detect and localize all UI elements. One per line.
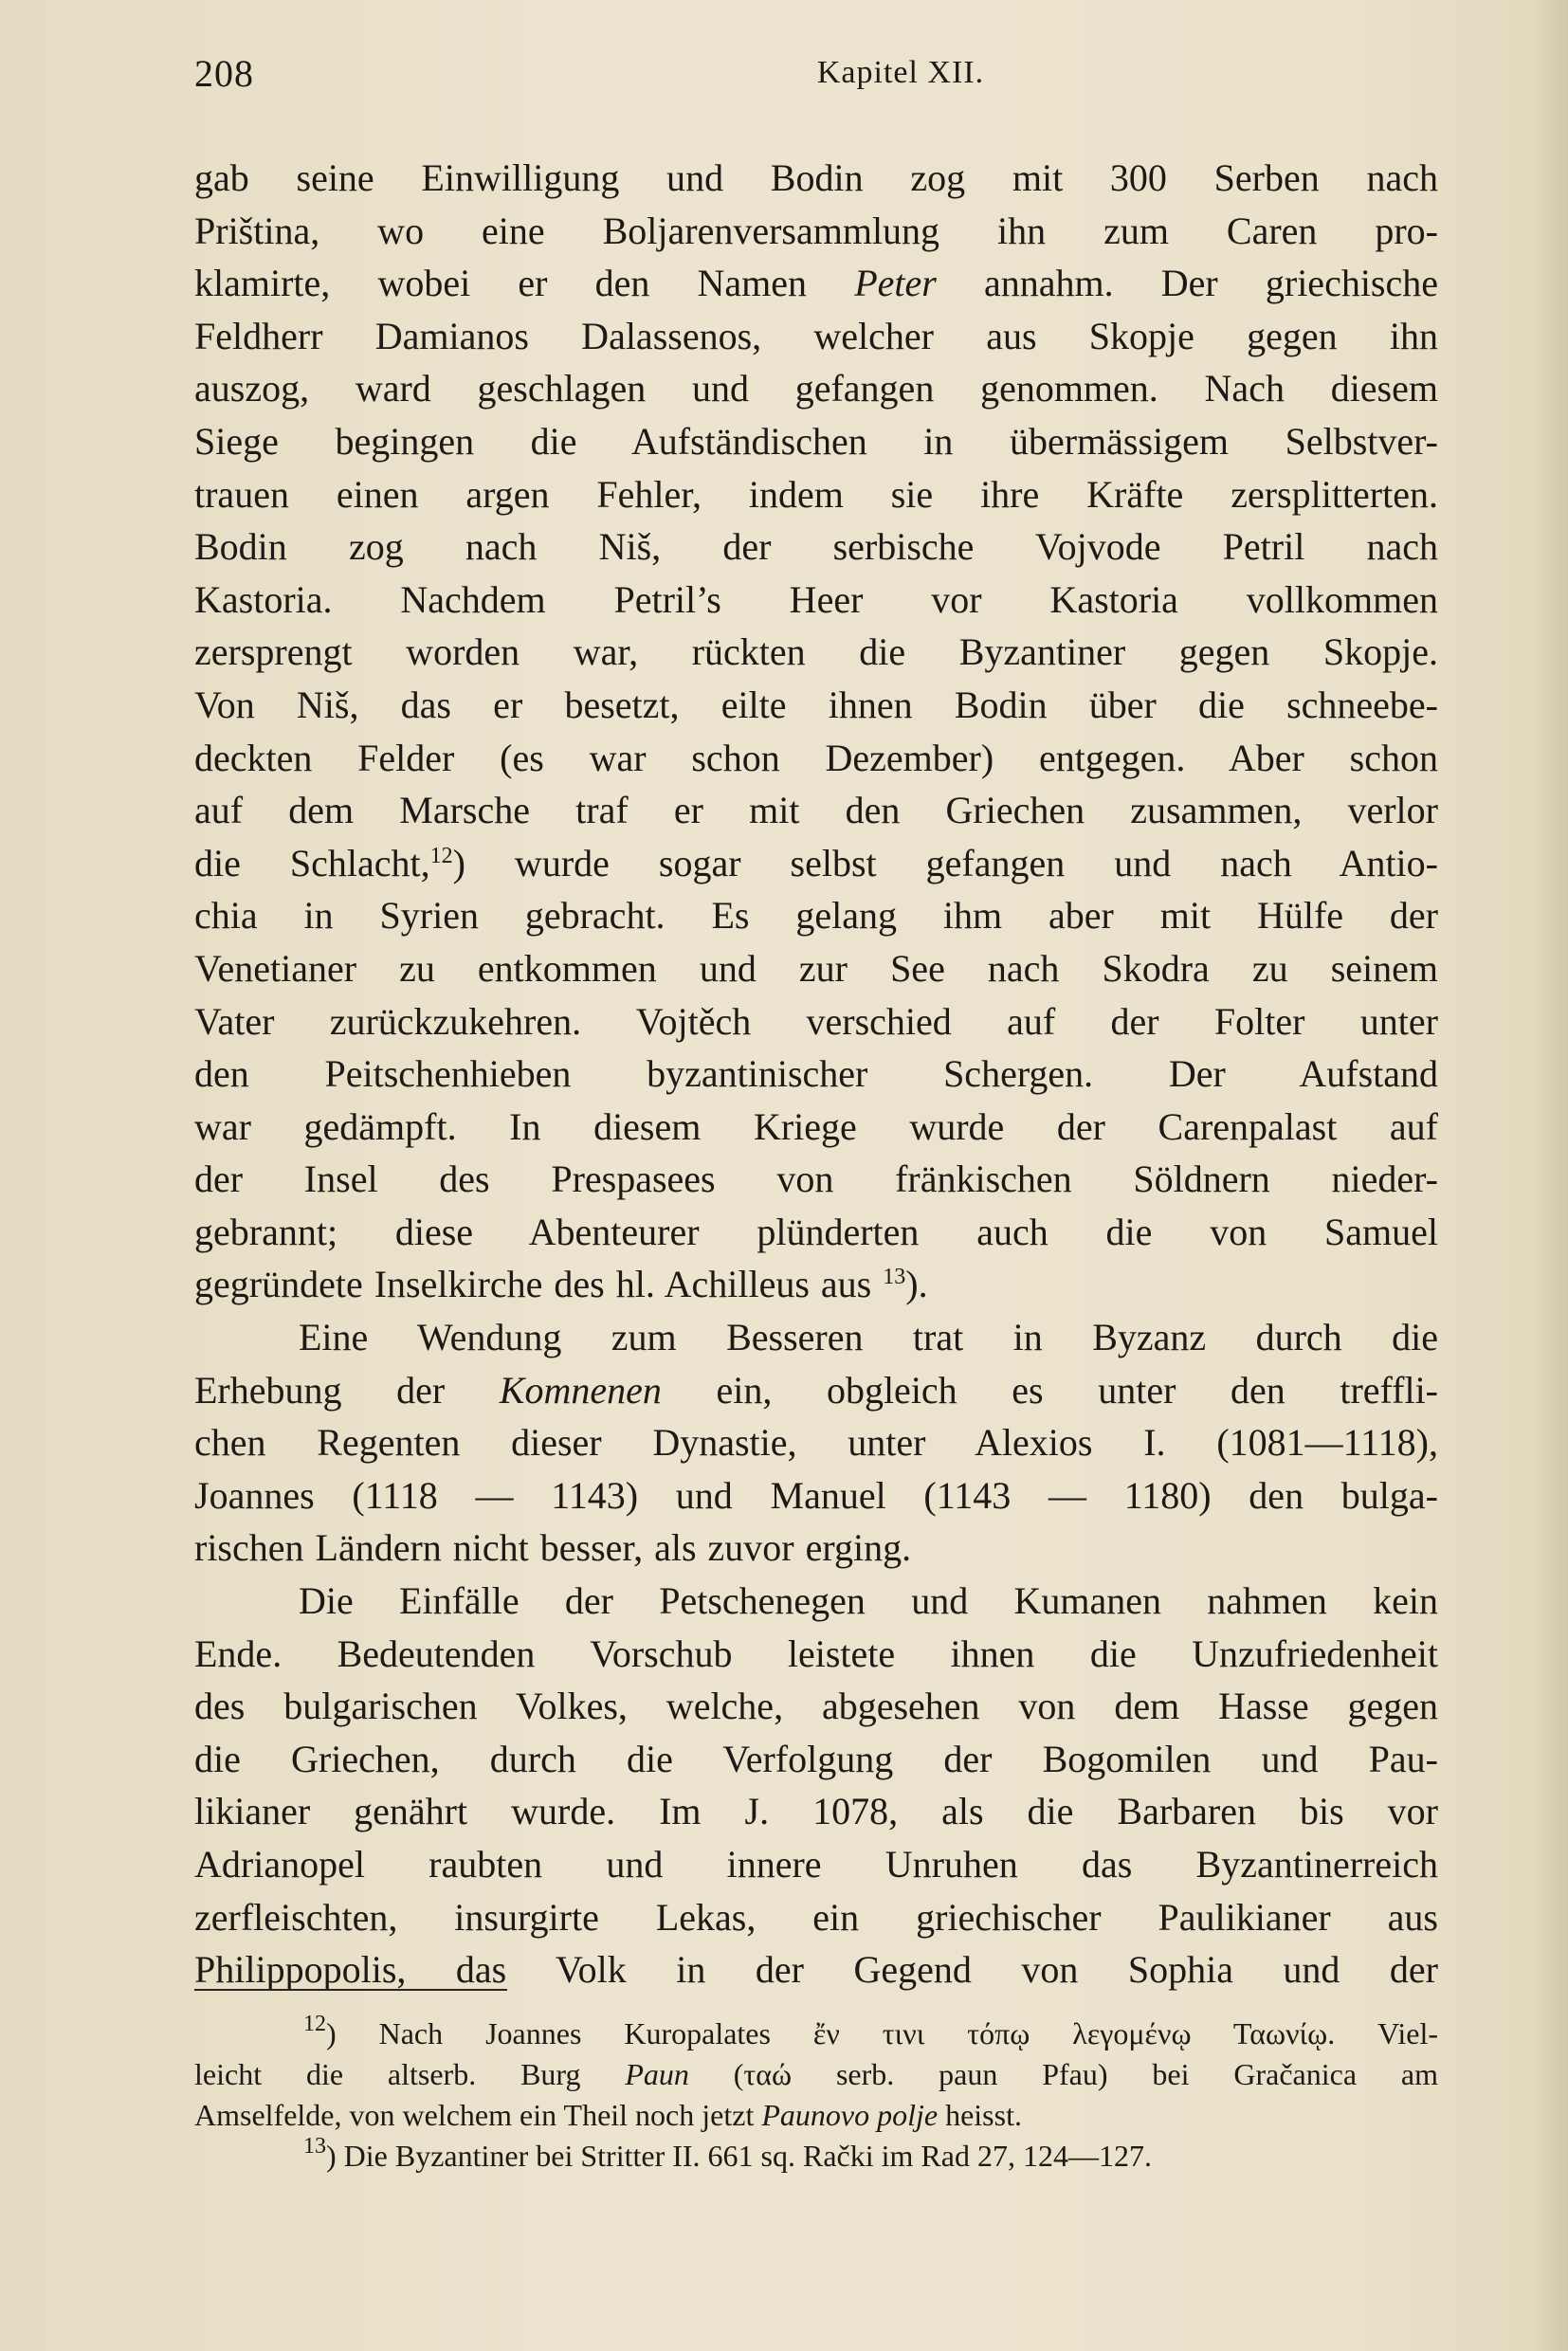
text-line: des bulgarischen Volkes, welche, abgesehen von dem Hasse gegen <box>194 1685 1438 1728</box>
text-line: deckten Felder (es war schon Dezember) entgegen. Aber schon <box>194 736 1438 779</box>
footnotes <box>194 2014 1438 2177</box>
text-line: Philippopolis, das Volk in der Gegend von Sophia und der <box>194 1948 1438 1992</box>
footnote-ref-13: 13 <box>883 1265 906 1290</box>
footnote-text: heisst. <box>938 2098 1022 2132</box>
text-line <box>194 257 1438 310</box>
page-edge-shadow <box>1530 0 1568 2351</box>
text-segment: ). <box>905 1263 928 1306</box>
footnote-12-line <box>194 2054 1438 2095</box>
text-line: gebrannt; diese Abenteurer plünderten auch die von Samuel <box>194 1210 1438 1253</box>
text-line <box>194 837 1438 890</box>
footnote-text: ) Nach Joannes Kuropalates ἔν τινι τόπῳ λεγομένῳ Ταωνίῳ. Viel- <box>326 2016 1438 2050</box>
text-line: war gedämpft. In diesem Kriege wurde der Carenpalast auf <box>194 1104 1438 1148</box>
text-line: Siege begingen die Aufständischen in übermässigem Selbstver- <box>194 419 1438 463</box>
text-segment: annahm. Der griechische <box>936 262 1439 305</box>
text-line: Bodin zog nach Niš, der serbische Vojvode Petril nach <box>194 525 1438 569</box>
text-segment: ein, obgleich es unter den treffli- <box>661 1368 1438 1412</box>
text-line: die Griechen, durch die Verfolgung der Bogomilen und Pau- <box>194 1737 1438 1780</box>
text-line: chia in Syrien gebracht. Es gelang ihm aber mit Hülfe der <box>194 894 1438 938</box>
text-line: auszog, ward geschlagen und gefangen genommen. Nach diesem <box>194 367 1438 410</box>
text-line: Joannes (1118 — 1143) und Manuel (1143 — 1180) den bulga- <box>194 1473 1438 1517</box>
text-line: den Peitschenhieben byzantinischer Schergen. Der Aufstand <box>194 1052 1438 1096</box>
italic-name-paun: Paun <box>625 2057 689 2091</box>
text-line: trauen einen argen Fehler, indem sie ihre Kräfte zersplitterten. <box>194 472 1438 516</box>
footnote-marker-12: 12 <box>303 2012 326 2036</box>
text-segment: gegründete Inselkirche des hl. Achilleus aus <box>194 1263 872 1306</box>
footnote-divider <box>194 1989 507 1991</box>
text-line: likianer genährt wurde. Im J. 1078, als die Barbaren bis vor <box>194 1790 1438 1833</box>
text-line: Von Niš, das er besetzt, eilte ihnen Bodin über die schneebe- <box>194 683 1438 726</box>
text-line: Venetianer zu entkommen und zur See nach Skodra zu seinem <box>194 946 1438 990</box>
text-line: auf dem Marsche traf er mit den Griechen zusammen, verlor <box>194 789 1438 832</box>
footnote-12-line <box>194 2095 1438 2136</box>
footnote-text: (ταώ serb. paun Pfau) bei Gračanica am <box>688 2057 1439 2091</box>
text-segment: klamirte, wobei er den Namen <box>194 262 808 305</box>
text-line: rischen Ländern nicht besser, als zuvor erging. <box>194 1526 912 1570</box>
text-line: Priština, wo eine Boljarenversammlung ihn zum Caren pro- <box>194 209 1438 252</box>
text-line: zerfleischten, insurgirte Lekas, ein griechischer Paulikianer aus <box>194 1895 1438 1939</box>
text-line <box>194 1364 1438 1417</box>
footnote-text: Amselfelde, von welchem ein Theil noch jetzt <box>194 2098 762 2132</box>
footnote-text: leicht die altserb. Burg <box>194 2057 626 2091</box>
text-line: gab seine Einwilligung und Bodin zog mit 300 Serben nach <box>194 156 1438 199</box>
footnote-ref-12: 12 <box>429 843 453 868</box>
text-segment: die Schlacht, <box>194 841 430 884</box>
text-line: der Insel des Prespasees von fränkischen Söldnern nieder- <box>194 1157 1438 1201</box>
italic-name-paunovo-polje: Paunovo polje <box>761 2098 939 2132</box>
footnote-text: ) Die Byzantiner bei Stritter II. 661 sq. Rački im Rad 27, 124—127. <box>326 2139 1152 2173</box>
body-text <box>194 152 1438 1996</box>
footnote-marker-13: 13 <box>303 2134 326 2159</box>
text-segment: ) wurde sogar selbst gefangen und nach Antio- <box>452 841 1438 884</box>
text-line <box>194 1258 1438 1311</box>
text-line: Vater zurückzukehren. Vojtěch verschied auf der Folter unter <box>194 999 1438 1043</box>
text-line: Kastoria. Nachdem Petril’s Heer vor Kastoria vollkommen <box>194 577 1438 621</box>
text-line: Ende. Bedeutenden Vorschub leistete ihnen die Unzufriedenheit <box>194 1631 1438 1675</box>
running-head <box>194 46 1446 102</box>
text-line: Eine Wendung zum Besseren trat in Byzanz durch die <box>299 1316 1438 1359</box>
text-line: Die Einfälle der Petschenegen und Kumanen nahmen kein <box>299 1579 1438 1623</box>
italic-name-komnenen: Komnenen <box>499 1368 662 1412</box>
chapter-title: Kapitel XII. <box>816 55 985 90</box>
italic-name-peter: Peter <box>854 262 937 305</box>
text-segment: Erhebung der <box>194 1368 446 1412</box>
text-line: Feldherr Damianos Dalassenos, welcher aus Skopje gegen ihn <box>194 314 1438 357</box>
text-line: zersprengt worden war, rückten die Byzantiner gegen Skopje. <box>194 630 1438 674</box>
footnote-13-line <box>194 2136 1438 2177</box>
page-number: 208 <box>194 52 254 95</box>
text-line: chen Regenten dieser Dynastie, unter Alexios I. (1081—1118), <box>194 1421 1438 1465</box>
text-line: Adrianopel raubten und innere Unruhen das Byzantinerreich <box>194 1843 1438 1886</box>
footnote-12-line <box>194 2014 1438 2054</box>
